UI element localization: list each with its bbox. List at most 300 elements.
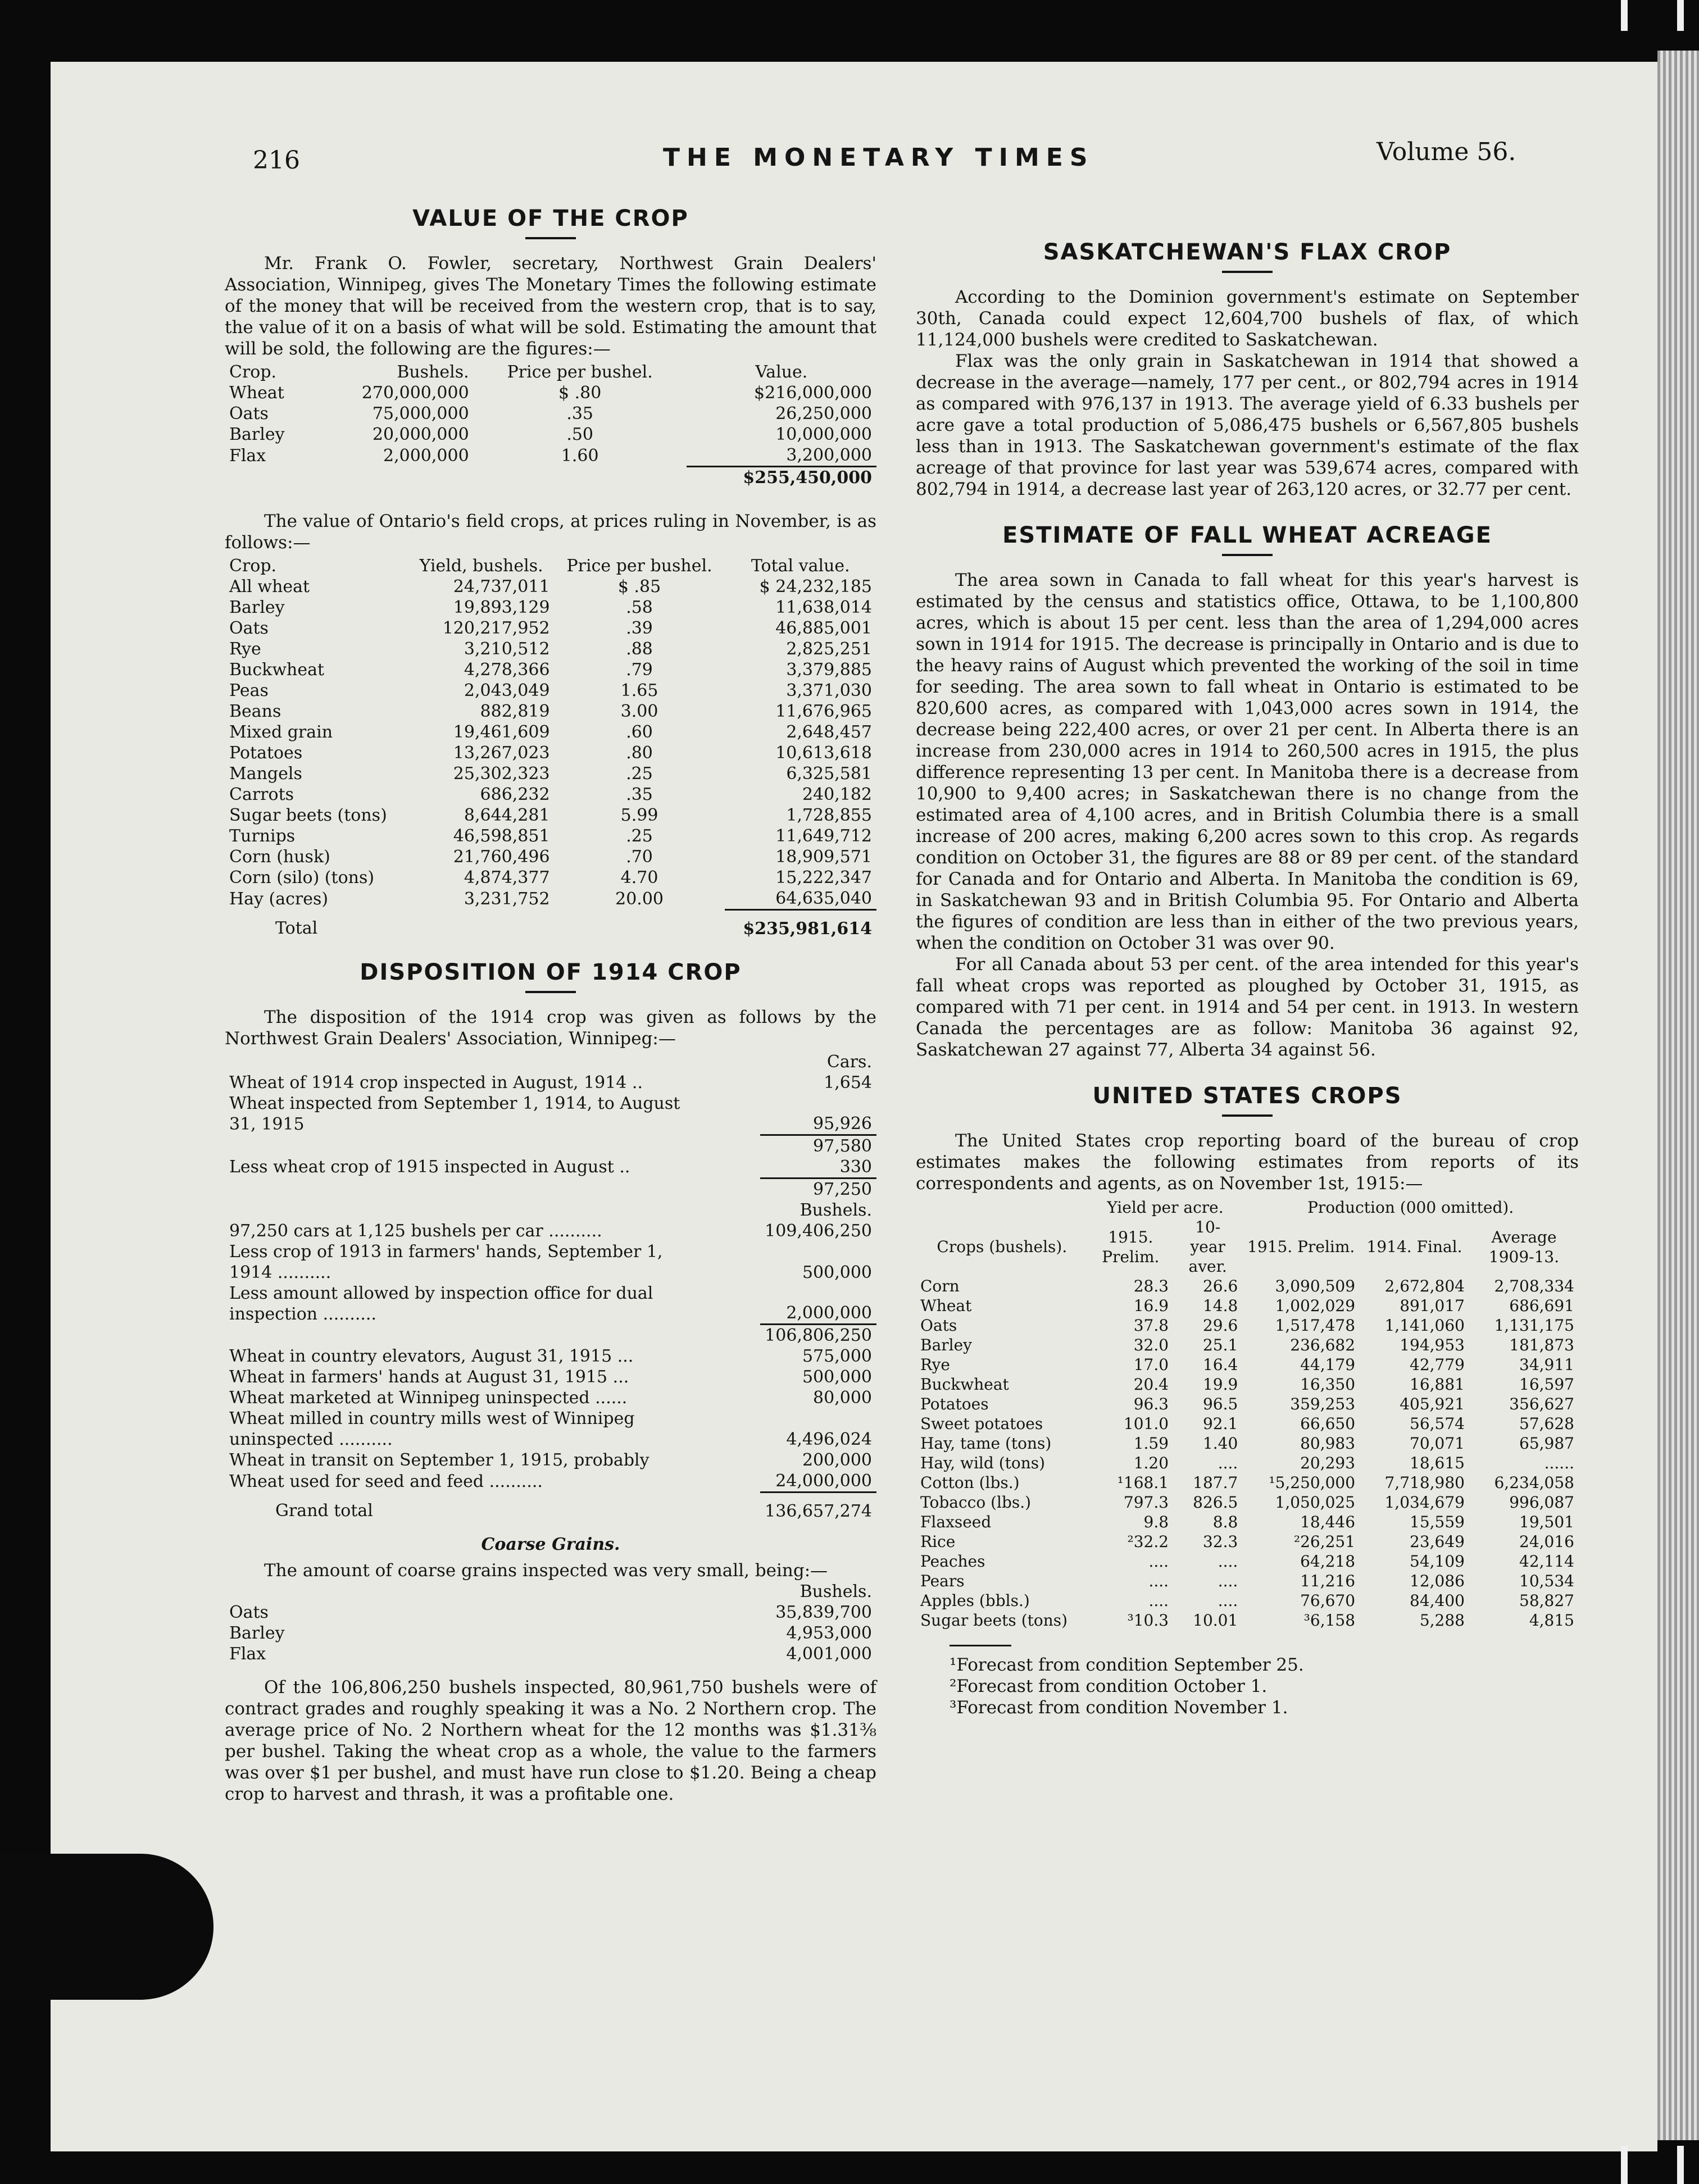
table-cell: 1915. Prelim. (1247, 1237, 1355, 1256)
table-cell: 194,953 (1400, 1336, 1465, 1354)
col-head: Bushels. (397, 362, 469, 382)
table-cell: 46,598,851 (453, 826, 550, 846)
table-row (225, 1325, 876, 1346)
table-cell: 5,288 (1419, 1611, 1465, 1630)
table-cell: 10.01 (1193, 1611, 1238, 1630)
table-cell: .39 (626, 618, 653, 638)
table-cell: Wheat (229, 383, 284, 403)
table-cell: .60 (626, 722, 653, 742)
table-cell: Less crop of 1913 in farmers' hands, September 1, 1914 .......... (229, 1241, 663, 1282)
table-cell: 16,597 (1519, 1375, 1574, 1394)
table-cell: 2,043,049 (464, 681, 550, 700)
table-row (916, 1453, 1579, 1473)
table-cell: Hay, wild (tons) (920, 1454, 1046, 1472)
table-row (916, 1512, 1579, 1532)
table-cell: 3,210,512 (464, 639, 550, 659)
table-row (225, 639, 876, 659)
table-row (225, 403, 876, 424)
table-cell: Yield, bushels. (419, 556, 543, 576)
table-row (916, 1473, 1579, 1493)
table-cell: 8.8 (1212, 1513, 1238, 1531)
table-cell: Wheat in transit on September 1, 1915, probably (229, 1450, 649, 1470)
table-cell: .35 (566, 404, 594, 424)
table-cell: 1,141,060 (1384, 1316, 1465, 1335)
table-row (225, 556, 876, 576)
value-of-crop-heading: VALUE OF THE CROP (412, 206, 689, 231)
table-cell: Oats (920, 1316, 957, 1335)
table-cell: 1914. Final. (1366, 1237, 1462, 1256)
table-cell: 20,000,000 (372, 425, 469, 444)
table-cell: Corn (silo) (tons) (229, 868, 375, 888)
table-row (225, 1387, 876, 1408)
table-cell: 686,691 (1509, 1296, 1574, 1315)
table-cell: 18,446 (1300, 1513, 1356, 1531)
table-cell: Yield per acre. (1107, 1198, 1224, 1217)
table-cell: 97,580 (760, 1135, 876, 1157)
table-row (225, 1178, 876, 1200)
table-cell: 356,627 (1509, 1395, 1574, 1413)
table-row (225, 763, 876, 784)
table-cell: 1.20 (1133, 1454, 1169, 1472)
table-cell: 8,644,281 (464, 806, 550, 825)
table-row (225, 1644, 876, 1664)
fall-wheat-p2: For all Canada about 53 per cent. of the area intended for this year's fall wheat crops was reported as ploughed by October 31, 1915, as compared with 71 per cent. in 1914 and 54 per cent. in 1913. In western Canada the percentages are as follow: Manitoba 36 against 92, Saskatchewan 27 against 77, Alberta 34 against 56. (916, 954, 1579, 1060)
table-cell: 19,501 (1519, 1513, 1574, 1531)
table-cell: 26,250,000 (775, 404, 872, 424)
table-row (916, 1610, 1579, 1630)
table-cell: 187.7 (1193, 1473, 1238, 1492)
table-row (225, 722, 876, 743)
table-cell: 2,000,000 (786, 1303, 872, 1323)
table-cell: 101.0 (1123, 1414, 1169, 1433)
table-cell: 75,000,000 (372, 404, 469, 424)
table-cell: 15,559 (1410, 1513, 1465, 1531)
film-mark (1677, 2146, 1684, 2184)
table-cell: .... (1148, 1552, 1169, 1571)
table-row (225, 680, 876, 701)
table-cell: 70,071 (1410, 1434, 1465, 1453)
film-mark (1621, 2146, 1628, 2184)
table-cell: 92.1 (1202, 1414, 1238, 1433)
table-cell: 26.6 (1202, 1277, 1238, 1295)
page-number: 216 (253, 146, 300, 175)
table-row (225, 1602, 876, 1623)
table-cell: Wheat in farmers' hands at August 31, 1915 ... (229, 1367, 629, 1387)
table-cell: Total value. (751, 556, 850, 576)
table-row (225, 867, 876, 888)
table-row (225, 1157, 876, 1179)
table-cell: 891,017 (1400, 1296, 1465, 1315)
table-cell: Total (275, 918, 318, 939)
table-cell: 109,406,250 (765, 1221, 872, 1241)
table-row (225, 383, 876, 403)
fall-wheat-heading: ESTIMATE OF FALL WHEAT ACREAGE (1002, 522, 1492, 548)
table-cell: 2,708,334 (1494, 1277, 1574, 1295)
heading-rule (525, 237, 576, 239)
table-cell: Crops (bushels). (937, 1237, 1067, 1256)
table-row (916, 1335, 1579, 1355)
table-cell: Sugar beets (tons) (229, 806, 387, 825)
table-cell: 19.9 (1202, 1375, 1238, 1394)
table-cell: .35 (626, 785, 653, 804)
table-cell: 76,670 (1300, 1591, 1356, 1610)
table-total-row (225, 910, 876, 940)
footnote: ³Forecast from condition November 1. (950, 1698, 1288, 1718)
table-cell: Barley (229, 1623, 285, 1643)
table-cell: Less amount allowed by inspection office for dual inspection .......... (229, 1283, 653, 1324)
table-cell: 359,253 (1290, 1395, 1356, 1413)
footnote-rule (950, 1645, 1011, 1646)
table-cell: Wheat of 1914 crop inspected in August, 1914 .. (229, 1073, 643, 1093)
table-cell: 882,819 (480, 702, 550, 721)
table-cell: 13,267,023 (453, 743, 550, 763)
table-cell: $ 24,232,185 (759, 577, 872, 597)
journal-title: THE MONETARY TIMES (663, 143, 1094, 172)
table-cell: ³10.3 (1127, 1611, 1169, 1630)
table-row (225, 1135, 876, 1157)
table-cell: 2,672,804 (1384, 1277, 1465, 1295)
film-mark (1677, 0, 1684, 31)
value-of-crop-intro: Mr. Frank O. Fowler, secretary, Northwest Grain Dealers' Association, Winnipeg, gives The Monetary Times the following estimate of the money that will be received from the western crop, that is to say, the value of it on a basis of what will be sold. Estimating the amount that will be sold, the following are the figures:— (225, 253, 876, 359)
table-cell: .... (1148, 1591, 1169, 1610)
table-cell: 136,657,274 (760, 1493, 876, 1522)
table-cell: 270,000,000 (361, 383, 469, 403)
table-cell: 240,182 (802, 785, 872, 804)
table-cell: 181,873 (1509, 1336, 1574, 1354)
table-cell: 16,881 (1410, 1375, 1465, 1394)
col-head: Price per bushel. (507, 362, 653, 382)
table-cell: 3.00 (620, 702, 658, 721)
table-cell: Barley (229, 425, 285, 444)
table-cell: 1.59 (1133, 1434, 1169, 1453)
table-row (916, 1414, 1579, 1434)
us-crops-intro: The United States crop reporting board of the bureau of crop estimates makes the following estimates from reports of its correspondents and agents, as on November 1st, 1915:— (916, 1131, 1579, 1194)
table-cell: 10,613,618 (775, 743, 872, 763)
page-stack-edge (1657, 51, 1699, 2140)
table-row (225, 847, 876, 867)
table-cell: Rice (920, 1532, 956, 1551)
table-row (225, 424, 876, 445)
table-cell: 330 (839, 1157, 872, 1177)
table-cell: 20.00 (615, 889, 664, 909)
table-row (225, 1367, 876, 1387)
table-cell: 1,728,855 (786, 806, 872, 825)
table-cell: .... (1218, 1572, 1238, 1590)
table-row (225, 701, 876, 722)
table-cell: 96.3 (1133, 1395, 1169, 1413)
table-cell: Price per bushel. (566, 556, 712, 576)
table-cell: Corn (920, 1277, 960, 1295)
ontario-intro: The value of Ontario's field crops, at prices ruling in November, is as follows:— (225, 511, 876, 553)
table-cell: 80,000 (813, 1388, 872, 1408)
table-cell: 3,090,509 (1275, 1277, 1356, 1295)
table-row (225, 1221, 876, 1241)
table-cell: 37.8 (1133, 1316, 1169, 1335)
coarse-intro: The amount of coarse grains inspected was very small, being:— (264, 1560, 828, 1581)
table-cell: 16.9 (1133, 1296, 1169, 1315)
table-cell: 95,926 (813, 1113, 872, 1134)
table-cell: Tobacco (lbs.) (920, 1493, 1032, 1512)
table-row (916, 1375, 1579, 1394)
col-head: Value. (755, 362, 808, 382)
table-cell: Oats (229, 404, 269, 424)
table-cell: Beans (229, 702, 281, 721)
table-cell: $ .80 (558, 383, 602, 403)
table-cell: 24,737,011 (453, 577, 550, 597)
table-row (225, 1283, 876, 1325)
table-cell: 12,086 (1410, 1572, 1465, 1590)
table-cell: Buckwheat (920, 1375, 1009, 1394)
table-cell: Hay (acres) (229, 889, 329, 909)
right-column (916, 208, 1579, 1718)
table-row (916, 1493, 1579, 1512)
table-cell: Rye (920, 1355, 950, 1374)
western-crop-table (225, 362, 876, 488)
table-cell: Barley (920, 1336, 972, 1354)
table-cell: 5.99 (620, 806, 658, 825)
table-cell: .50 (566, 425, 594, 444)
table-cell: 58,827 (1519, 1591, 1574, 1610)
disposition-table (225, 1052, 876, 1522)
table-cell: 97,250 cars at 1,125 bushels per car .......... (229, 1221, 602, 1241)
table-cell: 1.65 (620, 681, 658, 700)
table-row (225, 784, 876, 805)
table-cell: Flax (229, 1644, 266, 1664)
table-row (225, 1093, 876, 1135)
table-row (225, 826, 876, 847)
table-cell: 797.3 (1123, 1493, 1169, 1512)
table-cell: Bushels. (799, 1582, 872, 1601)
table-cell: 106,806,250 (760, 1325, 876, 1346)
table-cell: Oats (229, 1603, 269, 1622)
table-row (225, 597, 876, 618)
table-cell: 96.5 (1202, 1395, 1238, 1413)
table-cell: 80,983 (1300, 1434, 1356, 1453)
table-cell: 34,911 (1519, 1355, 1574, 1374)
table-cell: Wheat (920, 1296, 972, 1315)
table-cell: .88 (626, 639, 653, 659)
table-cell: All wheat (229, 577, 310, 597)
table-cell: 1,517,478 (1275, 1316, 1356, 1335)
table-row (225, 659, 876, 680)
table-cell: 42,114 (1519, 1552, 1574, 1571)
flax-p2: Flax was the only grain in Saskatchewan in 1914 that showed a decrease in the average—namely, 177 per cent., or 802,794 acres in 1914 as compared with 976,137 in 1913. The average yield of 6.33 bushels per acre gave a total production of 5,086,475 bushels or 6,567,805 bushels less than in 1913. The Saskatchewan government's estimate of the flax acreage of that province for last year was 539,674 acres, compared with 802,794 in 1914, a decrease last year of 263,120 acres, or 32.77 per cent. (916, 351, 1579, 499)
table-cell: Peaches (920, 1552, 985, 1571)
table-cell: 500,000 (802, 1367, 872, 1387)
table-cell: 6,325,581 (786, 764, 872, 784)
table-cell: Potatoes (229, 743, 303, 763)
table-cell: 57,628 (1519, 1414, 1574, 1433)
heading-rule (1222, 271, 1273, 273)
table-cell: 21,760,496 (453, 847, 550, 867)
table-cell: 1,654 (824, 1073, 872, 1093)
disposition-heading: DISPOSITION OF 1914 CROP (360, 959, 742, 985)
table-cell: 24,000,000 (775, 1471, 872, 1491)
table-cell: 2,825,251 (786, 639, 872, 659)
table-cell: ³6,158 (1303, 1611, 1356, 1630)
table-cell: Sweet potatoes (920, 1414, 1043, 1433)
table-cell: 405,921 (1400, 1395, 1465, 1413)
disposition-intro: The disposition of the 1914 crop was given as follows by the Northwest Grain Dealers' Association, Winnipeg:— (225, 1007, 876, 1049)
table-row (916, 1551, 1579, 1571)
heading-rule (1222, 554, 1273, 556)
table-cell: ...... (1544, 1454, 1574, 1472)
table-total-row (225, 1493, 876, 1522)
table-cell: 54,109 (1410, 1552, 1465, 1571)
table-cell: 3,231,752 (464, 889, 550, 909)
table-cell: $216,000,000 (754, 383, 872, 403)
table-cell: Barley (229, 598, 285, 617)
table-cell: 15,222,347 (775, 868, 872, 888)
table-cell: 25,302,323 (453, 764, 550, 784)
table-cell: 65,987 (1519, 1434, 1574, 1453)
table-cell: .... (1218, 1591, 1238, 1610)
table-cell: Apples (bbls.) (920, 1591, 1030, 1610)
table-cell: 84,400 (1410, 1591, 1465, 1610)
table-cell: 1.60 (561, 445, 599, 466)
table-row (225, 1072, 876, 1093)
disposition-closing: Of the 106,806,250 bushels inspected, 80,961,750 bushels were of contract grades and roughly speaking it was a No. 2 Northern crop. The average price of No. 2 Northern wheat for the 12 months was $1.31⅜ per bushel. Taking the wheat crop as a whole, the value to the farmers was over $1 per bushel, and must have run close to $1.20. Being a cheap crop to harvest and thrash, it was a profitable one. (225, 1677, 876, 1804)
table-cell: 4,874,377 (464, 868, 550, 888)
table-cell: 19,893,129 (453, 598, 550, 617)
table-cell: 18,615 (1410, 1454, 1465, 1472)
table-cell: .80 (626, 743, 653, 763)
table-cell: 1,050,025 (1275, 1493, 1356, 1512)
table-cell: Hay, tame (tons) (920, 1434, 1052, 1453)
coarse-grains-heading: Coarse Grains. (481, 1535, 620, 1554)
heading-rule (1222, 1114, 1273, 1117)
table-cell: Flaxseed (920, 1513, 992, 1531)
table-cell: 64,218 (1300, 1552, 1356, 1571)
table-cell: 10,000,000 (775, 425, 872, 444)
table-cell: .58 (626, 598, 653, 617)
table-cell: Pears (920, 1572, 965, 1590)
table-cell: 18,909,571 (775, 847, 872, 867)
table-cell: 4,278,366 (464, 660, 550, 680)
footnote: ²Forecast from condition October 1. (950, 1676, 1268, 1696)
table-cell: .25 (626, 826, 653, 846)
table-cell: 11,649,712 (775, 826, 872, 846)
table-cell: Bushels. (799, 1200, 872, 1220)
table-cell: 66,650 (1300, 1414, 1356, 1433)
table-cell: 28.3 (1133, 1277, 1169, 1295)
table-row (916, 1434, 1579, 1453)
table-row (916, 1198, 1579, 1217)
table-row (225, 1471, 876, 1493)
table-cell: Oats (229, 618, 269, 638)
table-cell: .79 (626, 660, 653, 680)
table-row (225, 362, 876, 383)
table-cell: ²26,251 (1293, 1532, 1356, 1551)
table-cell: .... (1218, 1454, 1238, 1472)
table-cell: Flax (229, 445, 266, 466)
table-row (916, 1591, 1579, 1610)
table-cell: 56,574 (1410, 1414, 1465, 1433)
table-row (225, 743, 876, 763)
table-cell: $ .85 (617, 577, 661, 597)
table-cell: 24,016 (1519, 1532, 1574, 1551)
table-cell: Sugar beets (tons) (920, 1611, 1068, 1630)
table-cell: 120,217,952 (442, 618, 550, 638)
us-crops-table (916, 1198, 1579, 1630)
volume-label: Volume 56. (1377, 138, 1516, 166)
table-cell: 64,635,040 (775, 889, 872, 908)
table-cell: Potatoes (920, 1395, 989, 1413)
table-row (225, 445, 876, 467)
table-row (225, 1346, 876, 1367)
table-row (916, 1296, 1579, 1316)
table-row (916, 1394, 1579, 1414)
table-cell: 4,496,024 (786, 1430, 872, 1449)
table-cell: 996,087 (1509, 1493, 1574, 1512)
table-cell: 97,250 (760, 1178, 876, 1200)
book-page (51, 62, 1657, 2151)
table-cell: 42,779 (1410, 1355, 1465, 1374)
table-row (916, 1316, 1579, 1335)
table-row (225, 888, 876, 910)
table-cell: 500,000 (802, 1262, 872, 1282)
table-row (225, 1200, 876, 1221)
table-cell: Mangels (229, 764, 302, 784)
table-cell: Buckwheat (229, 660, 325, 680)
table-cell: Peas (229, 681, 269, 700)
table-cell: 16,350 (1300, 1375, 1356, 1394)
table-cell: 20,293 (1300, 1454, 1356, 1472)
us-crops-heading: UNITED STATES CROPS (1092, 1083, 1402, 1109)
table-cell: Less wheat crop of 1915 inspected in August .. (229, 1157, 630, 1177)
table-cell: Crop. (229, 556, 277, 576)
table-row (225, 1623, 876, 1644)
table-row (225, 1408, 876, 1450)
table-cell: 2,648,457 (786, 722, 872, 742)
film-mark (1621, 0, 1628, 31)
table-cell: ¹5,250,000 (1269, 1473, 1356, 1492)
table-cell: 1,034,679 (1384, 1493, 1465, 1512)
table-cell: 9.8 (1143, 1513, 1169, 1531)
table-cell: $255,450,000 (687, 467, 876, 489)
coarse-table (225, 1581, 876, 1664)
table-cell: 11,638,014 (775, 598, 872, 617)
table-row (225, 805, 876, 826)
footnote: ¹Forecast from condition September 25. (950, 1655, 1304, 1675)
table-cell: 1,131,175 (1494, 1316, 1574, 1335)
table-cell: Wheat used for seed and feed .......... (229, 1471, 543, 1491)
ontario-crop-table (225, 556, 876, 939)
table-cell: .25 (626, 764, 653, 784)
table-row (916, 1532, 1579, 1551)
table-cell: 200,000 (802, 1450, 872, 1470)
table-row (225, 1052, 876, 1072)
table-cell: Rye (229, 639, 261, 659)
table-cell: Average 1909-13. (1488, 1227, 1560, 1266)
table-cell: 44,179 (1300, 1355, 1356, 1374)
table-cell: 10,534 (1519, 1572, 1574, 1590)
table-cell: Wheat milled in country mills west of Winnipeg uninspected .......... (229, 1409, 635, 1449)
table-cell: 826.5 (1193, 1493, 1238, 1512)
table-cell: Turnips (229, 826, 296, 846)
table-cell: 7,718,980 (1384, 1473, 1465, 1492)
table-cell: 23,649 (1410, 1532, 1465, 1551)
table-cell: 236,682 (1290, 1336, 1356, 1354)
heading-rule (525, 991, 576, 993)
table-row (225, 618, 876, 639)
table-cell: 575,000 (802, 1346, 872, 1366)
table-total-row (225, 467, 876, 489)
table-cell: 35,839,700 (775, 1603, 872, 1622)
table-cell: 14.8 (1202, 1296, 1238, 1315)
thumb-shadow (0, 1854, 213, 2000)
table-cell: .70 (626, 847, 653, 867)
